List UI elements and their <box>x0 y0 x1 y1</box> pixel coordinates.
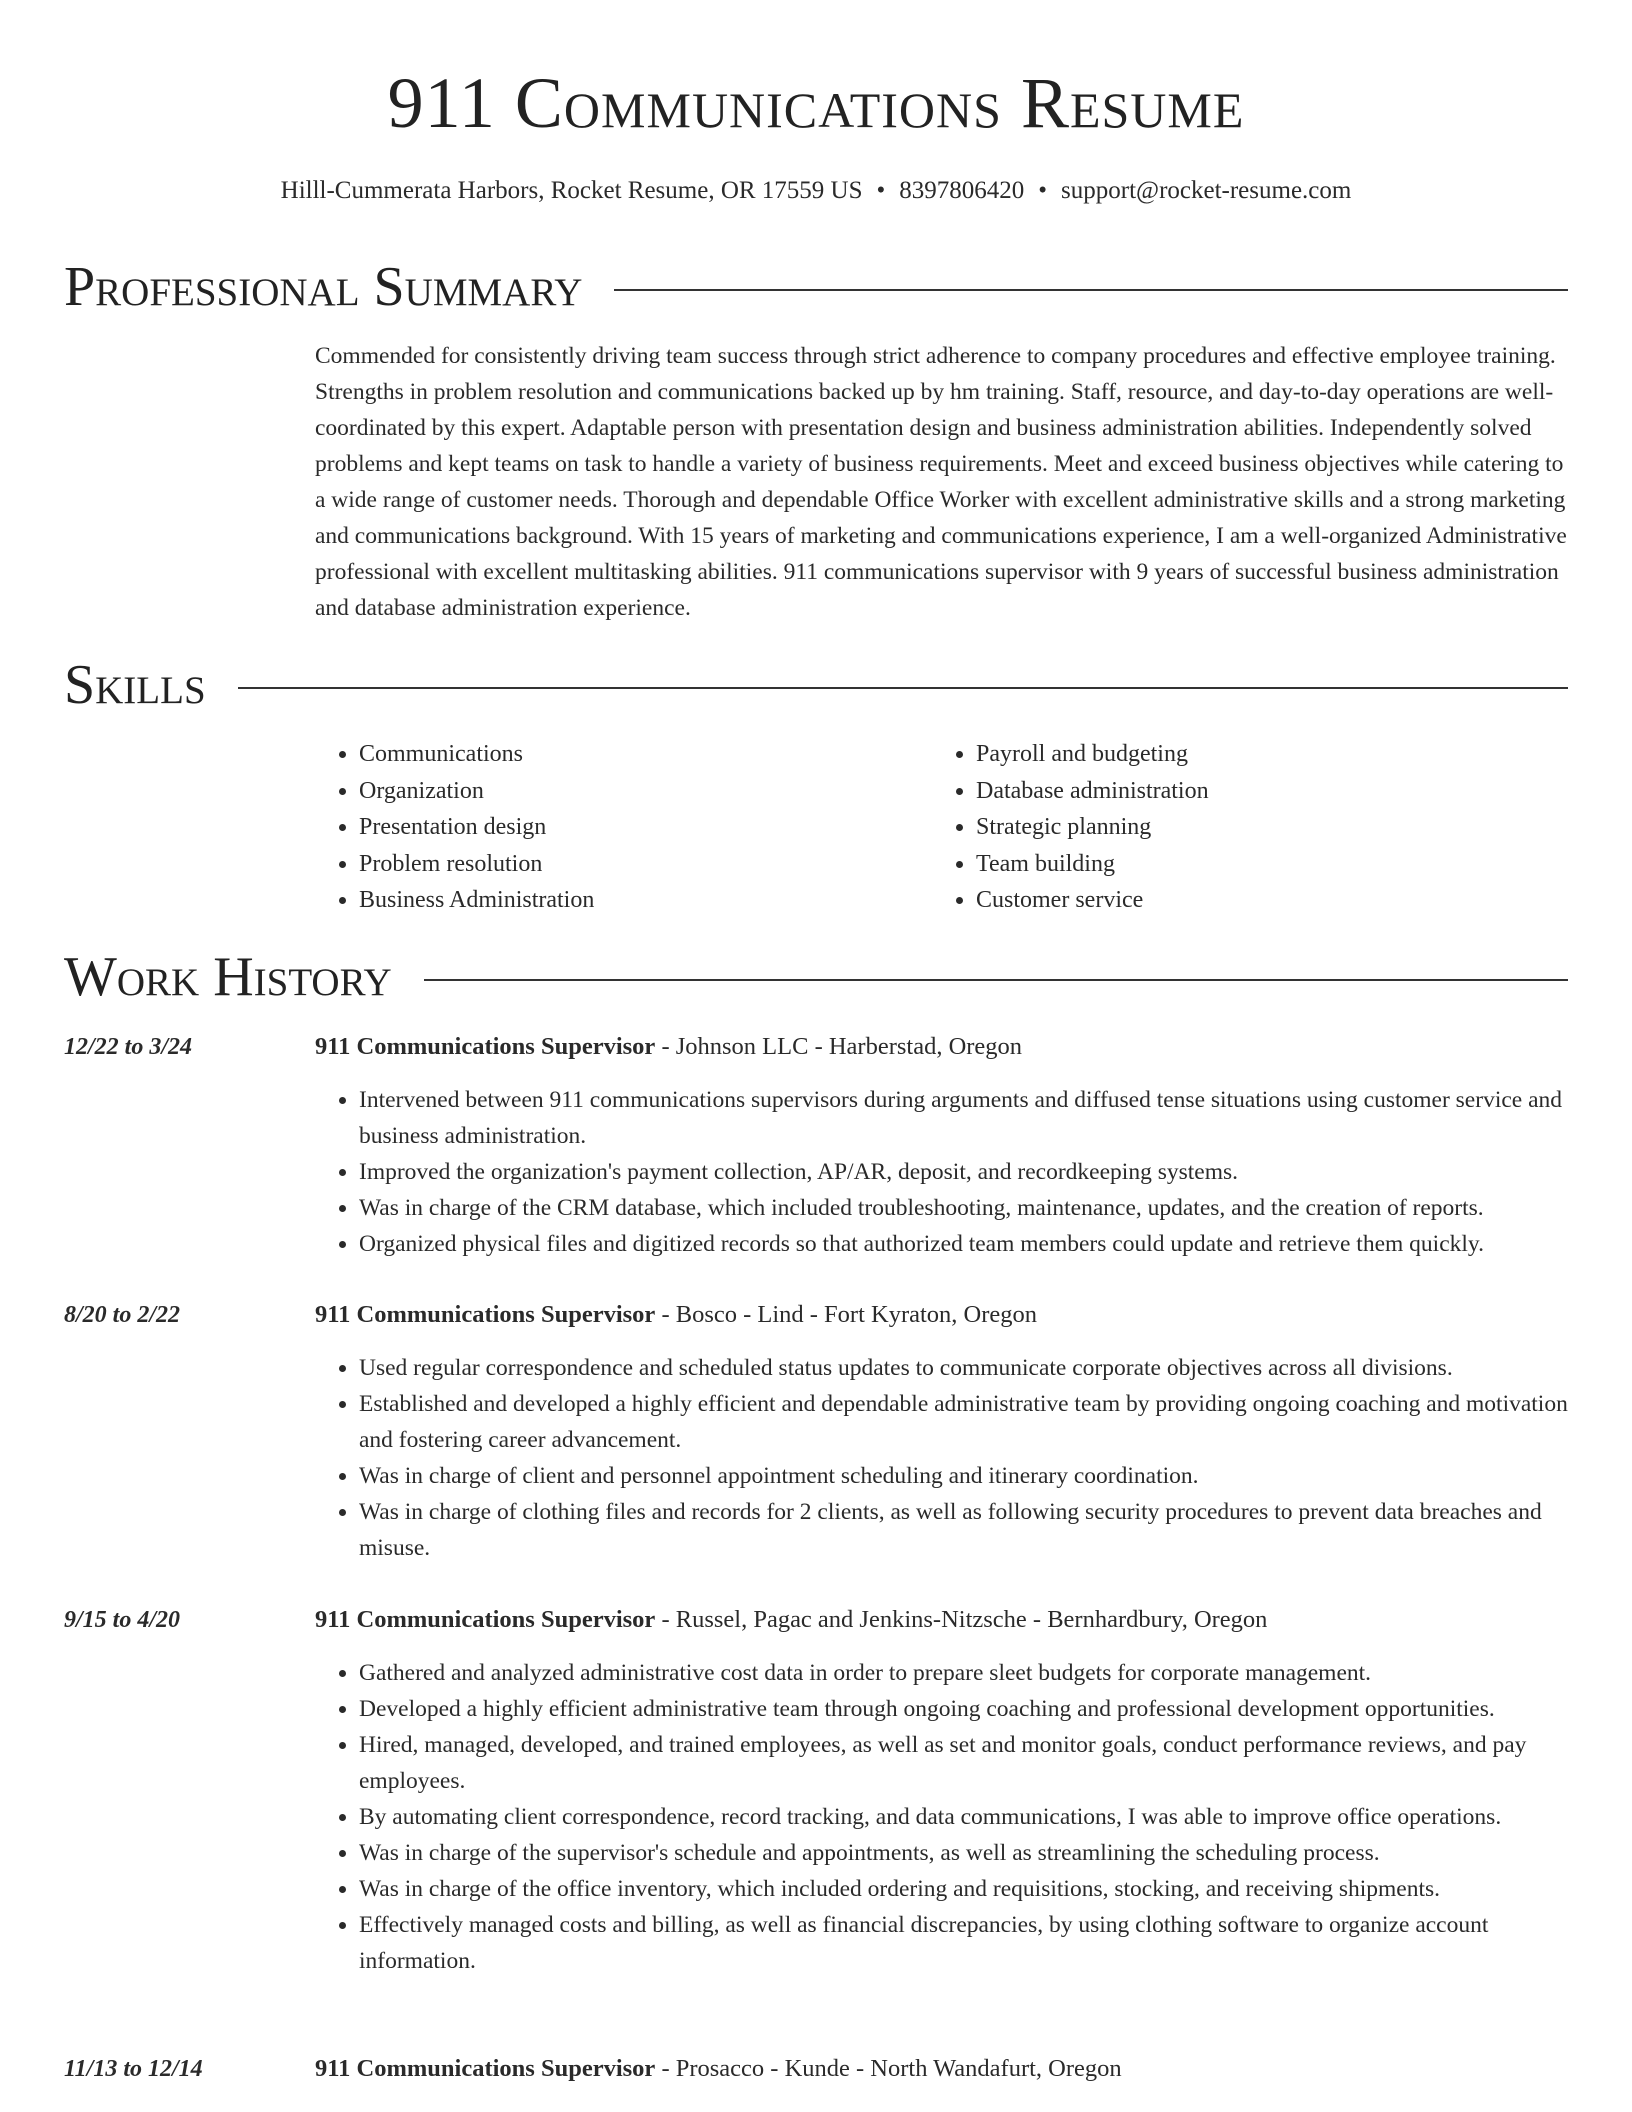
skills-column-right <box>932 736 1549 919</box>
resume-title: 911 Communications Resume <box>387 63 1245 143</box>
job-bullets <box>315 1082 1570 1262</box>
summary-section-header <box>64 254 1568 320</box>
job-bullet: • By automating client correspondence, record tracking, and data communications, I was able to improve office operations. <box>359 1799 1570 1835</box>
job-heading <box>315 1298 1037 1332</box>
job-company: - Russel, Pagac and Jenkins-Nitzsche - Bernhardbury, Oregon <box>655 1606 1268 1633</box>
skill-item: • Business Administration <box>359 882 932 919</box>
job-bullet: • Organized physical files and digitized records so that authorized team members could update and retrieve them quickly. <box>359 1226 1570 1262</box>
work-section-title: Work History <box>64 946 392 1008</box>
skills-list <box>315 736 1570 919</box>
section-divider <box>614 289 1568 291</box>
skill-item: • Payroll and budgeting <box>976 736 1549 773</box>
job-heading <box>315 2052 1122 2086</box>
skill-item: • Organization <box>359 773 932 810</box>
skill-item: • Customer service <box>976 882 1549 919</box>
job-bullet: • Improved the organization's payment collection, AP/AR, deposit, and recordkeeping systems. <box>359 1154 1570 1190</box>
job-bullet: • Established and developed a highly efficient and dependable administrative team by providing ongoing coaching and motivation and fostering career advancement. <box>359 1386 1570 1458</box>
job-bullet: • Was in charge of the CRM database, which included troubleshooting, maintenance, updates, and the creation of reports. <box>359 1190 1570 1226</box>
section-divider <box>424 979 1568 981</box>
job-dates: 9/15 to 4/20 <box>64 1607 181 1633</box>
work-section-header <box>64 944 1568 1010</box>
job-bullet: • Gathered and analyzed administrative cost data in order to prepare sleet budgets for corporate management. <box>359 1655 1570 1691</box>
job-bullet: • Intervened between 911 communications supervisors during arguments and diffused tense situations using customer service and business administration. <box>359 1082 1570 1154</box>
skill-item: • Database administration <box>976 773 1549 810</box>
job-dates: 8/20 to 2/22 <box>64 1302 181 1328</box>
skills-section-header <box>64 652 1568 718</box>
address: Hilll-Cummerata Harbors, Rocket Resume, OR 17559 US <box>280 177 863 204</box>
skill-item: • Presentation design <box>359 809 932 846</box>
job-bullet: • Developed a highly efficient administrative team through ongoing coaching and professional development opportunities. <box>359 1691 1570 1727</box>
skill-item: • Strategic planning <box>976 809 1549 846</box>
job-heading <box>315 1030 1022 1064</box>
skills-section-title: Skills <box>64 654 206 716</box>
job-title: 911 Communications Supervisor <box>315 1301 656 1328</box>
job-company: - Johnson LLC - Harberstad, Oregon <box>655 1033 1023 1060</box>
email: support@rocket-resume.com <box>1061 177 1352 204</box>
job-company: - Prosacco - Kunde - North Wandafurt, Oregon <box>655 2055 1122 2082</box>
job-heading <box>315 1603 1267 1637</box>
job-title: 911 Communications Supervisor <box>315 1033 656 1060</box>
job-dates: 11/13 to 12/14 <box>64 2056 203 2082</box>
job-bullets <box>315 1350 1570 1566</box>
summary-text: Commended for consistently driving team success through strict adherence to company procedures and effective employee training. Strengths in problem resolution and communications backed up by hm training. Staff, resource, and day-to-day operations are well-coordinated by this expert. Adaptable person with presentation design and business administration abilities. Independently solved problems and kept teams on task to handle a variety of business requirements. Meet and exceed business objectives while catering to a wide range of customer needs. Thorough and dependable Office Worker with excellent administrative skills and a strong marketing and communications background. With 15 years of marketing and communications experience, I am a well-organized Administrative professional with excellent multitasking abilities. 911 communications supervisor with 9 years of successful business administration and database administration experience. <box>315 343 1567 621</box>
summary-section-title: Professional Summary <box>64 256 583 318</box>
skill-item: • Team building <box>976 846 1549 883</box>
job-bullet: • Hired, managed, developed, and trained employees, as well as set and monitor goals, conduct performance reviews, and pay employees. <box>359 1727 1570 1799</box>
skill-item: • Problem resolution <box>359 846 932 883</box>
job-bullet: • Effectively managed costs and billing, as well as financial discrepancies, by using clothing software to organize account information. <box>359 1907 1570 1979</box>
job-bullet: • Was in charge of clothing files and records for 2 clients, as well as following security procedures to prevent data breaches and misuse. <box>359 1494 1570 1566</box>
job-dates: 12/22 to 3/24 <box>64 1034 193 1060</box>
job-title: 911 Communications Supervisor <box>315 1606 656 1633</box>
job-bullet: • Was in charge of the office inventory, which included ordering and requisitions, stocking, and receiving shipments. <box>359 1871 1570 1907</box>
job-title: 911 Communications Supervisor <box>315 2055 656 2082</box>
skills-column-left <box>315 736 932 919</box>
job-bullet: • Was in charge of the supervisor's schedule and appointments, as well as streamlining the scheduling process. <box>359 1835 1570 1871</box>
contact-line <box>0 174 1632 208</box>
phone: 8397806420 <box>899 177 1025 204</box>
separator: • <box>876 177 886 204</box>
job-company: - Bosco - Lind - Fort Kyraton, Oregon <box>655 1301 1038 1328</box>
job-bullets <box>315 1655 1570 1979</box>
section-divider <box>238 687 1568 689</box>
job-bullet: • Was in charge of client and personnel appointment scheduling and itinerary coordination. <box>359 1458 1570 1494</box>
job-bullet: • Used regular correspondence and scheduled status updates to communicate corporate objectives across all divisions. <box>359 1350 1570 1386</box>
separator: • <box>1038 177 1048 204</box>
skill-item: • Communications <box>359 736 932 773</box>
